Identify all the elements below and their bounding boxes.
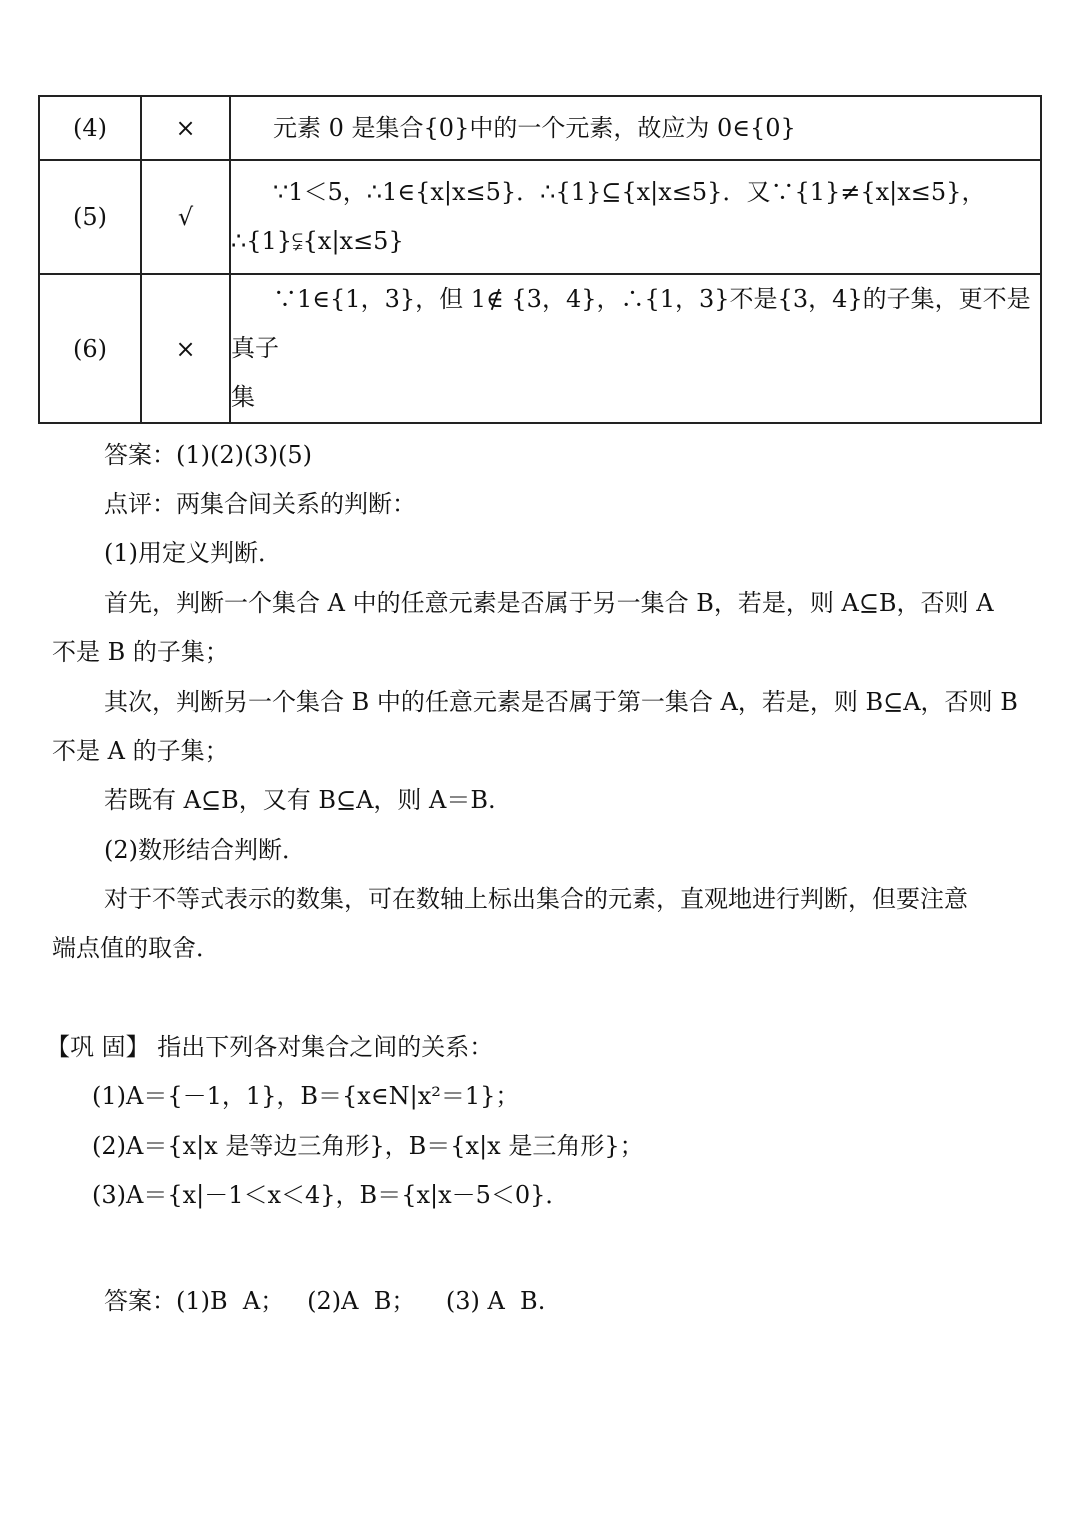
table-row xyxy=(39,160,1041,274)
row-number: (4) xyxy=(39,96,141,160)
table-row xyxy=(39,96,1041,160)
comment-paragraph: 端点值的取舍． xyxy=(52,934,220,962)
explanation-line: 集 xyxy=(231,383,255,411)
explanation-line: ∵1＜5，∴1∈{x|x≤5}．∴{1}⊆{x|x≤5}．又∵{1}≠{x|x≤5}， xyxy=(273,178,986,206)
judgement-mark: × xyxy=(141,96,230,160)
comment-paragraph: 不是 A 的子集； xyxy=(52,737,229,765)
comment-paragraph: (2)数形结合判断． xyxy=(104,836,306,864)
explanation-cell xyxy=(230,160,1041,274)
answer-line: 答案：(1)B A； (2)A B； (3) A B. xyxy=(104,1287,546,1315)
comment-paragraph: 若既有 A⊆B，又有 B⊆A，则 A＝B. xyxy=(104,786,496,814)
answer-line: 答案：(1)(2)(3)(5) xyxy=(104,441,312,469)
comment-paragraph: 首先，判断一个集合 A 中的任意元素是否属于另一集合 B，若是，则 A⊆B，否则 A xyxy=(104,589,994,617)
explanation-line: 元素 0 是集合{0}中的一个元素，故应为 0∈{0} xyxy=(273,113,796,142)
explanation-cell xyxy=(230,274,1041,423)
comment-paragraph: 不是 B 的子集； xyxy=(52,638,229,666)
row-number: (6) xyxy=(39,274,141,423)
exercise-item: (2)A＝{x|x 是等边三角形}，B＝{x|x 是三角形}； xyxy=(92,1132,644,1160)
answer-table xyxy=(38,95,1042,424)
table-row xyxy=(39,274,1041,423)
exercise-item: (1)A＝{－1，1}，B＝{x∈N|x²＝1}； xyxy=(92,1082,520,1110)
explanation-cell xyxy=(230,96,1041,160)
explanation-line: ∴{1}⫋{x|x≤5} xyxy=(231,227,404,255)
explanation-line: ∵1∈{1，3}，但 1∉ {3，4}，∴{1，3}不是{3，4}的子集，更不是真子 xyxy=(231,285,1031,362)
row-number: (5) xyxy=(39,160,141,274)
judgement-mark: √ xyxy=(141,160,230,274)
comment-paragraph: (1)用定义判断． xyxy=(104,539,282,567)
consolidate-title: 【巩 固】 指出下列各对集合之间的关系： xyxy=(46,1033,494,1061)
comment-paragraph: 其次，判断另一个集合 B 中的任意元素是否属于第一集合 A，若是，则 B⊆A，否则 B xyxy=(104,688,1018,716)
comment-title: 点评：两集合间关系的判断： xyxy=(104,490,416,518)
judgement-mark: × xyxy=(141,274,230,423)
exercise-item: (3)A＝{x|－1＜x＜4}，B＝{x|x－5＜0}． xyxy=(92,1181,570,1209)
comment-paragraph: 对于不等式表示的数集，可在数轴上标出集合的元素，直观地进行判断，但要注意 xyxy=(104,885,968,913)
